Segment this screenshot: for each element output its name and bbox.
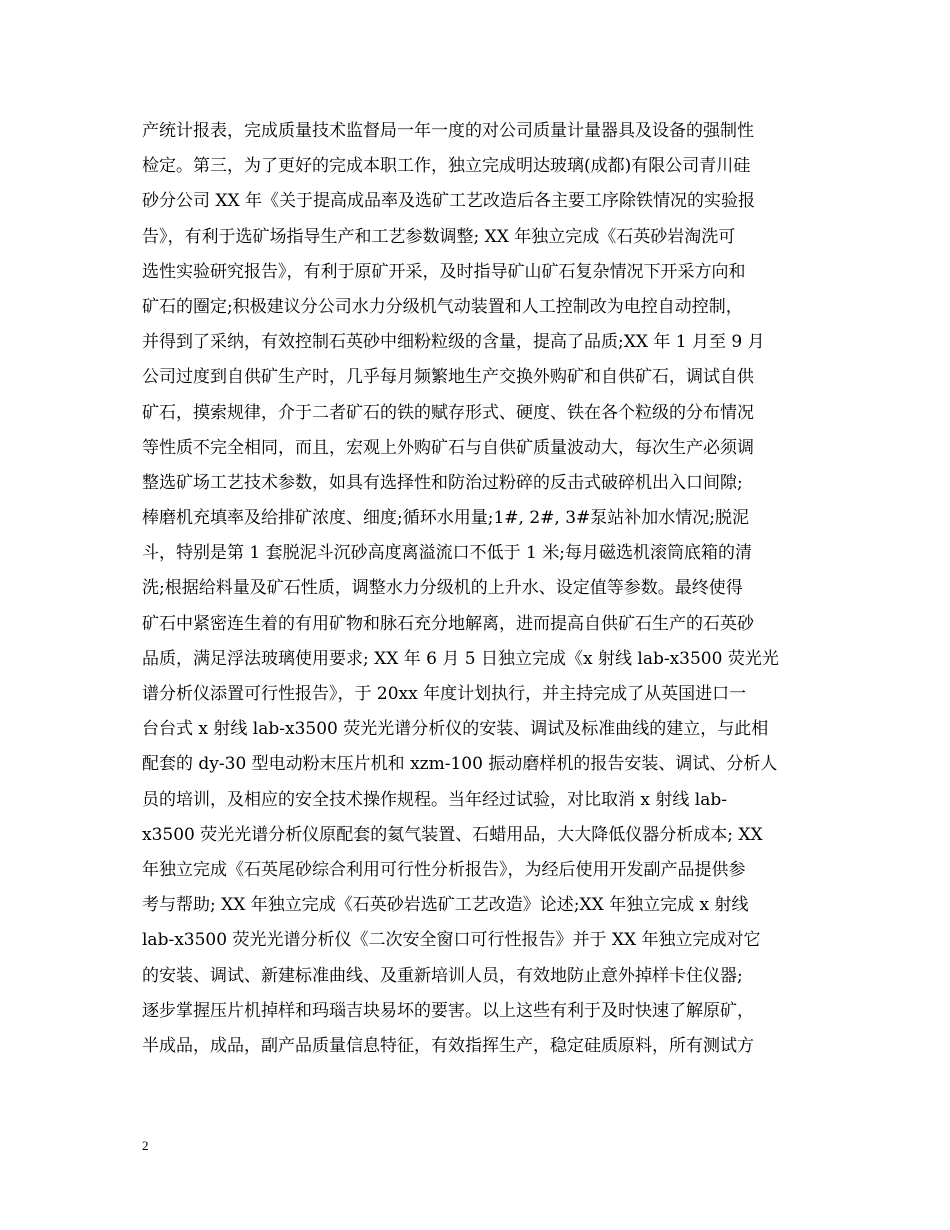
text-line: 斗，特别是第 1 套脱泥斗沉砂高度离溢流口不低于 1 米;每月磁选机滚筒底箱的清 (142, 543, 752, 564)
text-line: 考与帮助; XX 年独立完成《石英砂岩选矿工艺改造》论述;XX 年独立完成 x 射线 (142, 895, 749, 916)
text-line: 棒磨机充填率及给排矿浓度、细度;循环水用量;1#, 2#, 3#泵站补加水情况;脱泥 (142, 508, 749, 529)
text-line: 配套的 dy-30 型电动粉末压片机和 xzm-100 振动磨样机的报告安装、调试、分析人 (142, 754, 778, 775)
text-line: 等性质不完全相同，而且，宏观上外购矿石与自供矿质量波动大，每次生产必须调 (142, 437, 754, 458)
text-line: 整选矿场工艺技术参数，如具有选择性和防治过粉碎的反击式破碎机出入口间隙; (142, 472, 743, 493)
text-line: 检定。第三，为了更好的完成本职工作，独立完成明达玻璃(成都)有限公司青川硅 (142, 156, 751, 177)
text-line: 员的培训，及相应的安全技术操作规程。当年经过试验，对比取消 x 射线 lab- (142, 789, 727, 810)
text-line: 矿石，摸索规律，介于二者矿石的铁的赋存形式、硬度、铁在各个粒级的分布情况 (142, 402, 754, 423)
text-line: 砂分公司 XX 年《关于提高成品率及选矿工艺改造后各主要工序除铁情况的实验报 (142, 191, 756, 212)
text-line: 年独立完成《石英尾砂综合利用可行性分析报告》，为经后使用开发副产品提供参 (142, 859, 746, 880)
text-line: lab-x3500 荧光光谱分析仪《二次安全窗口可行性报告》并于 XX 年独立完成对它 (142, 930, 761, 951)
text-line: 公司过度到自供矿生产时，几乎每月频繁地生产交换外购矿和自供矿石，调试自供 (142, 367, 754, 388)
text-line: 谱分析仪添置可行性报告》，于 20xx 年度计划执行，并主持完成了从英国进口一 (142, 684, 747, 704)
body-text (142, 114, 822, 1064)
text-line: 选性实验研究报告》，有利于原矿开采，及时指导矿山矿石复杂情况下开采方向和 (142, 261, 746, 282)
text-line: 逐步掌握压片机掉样和玛瑙吉块易坏的要害。以上这些有利于及时快速了解原矿， (142, 1000, 754, 1021)
text-line: 告》，有利于选矿场指导生产和工艺参数调整; XX 年独立完成《石英砂岩淘洗可 (142, 226, 736, 247)
text-line: 产统计报表，完成质量技术监督局一年一度的对公司质量计量器具及设备的强制性 (142, 121, 754, 141)
text-line: 矿石的圈定;积极建议分公司水力分级机气动装置和人工控制改为电控自动控制， (142, 296, 743, 317)
text-line: 品质，满足浮法玻璃使用要求; XX 年 6 月 5 日独立完成《x 射线 lab-x3500 荧光光 (142, 648, 779, 669)
text-line: 半成品，成品，副产品质量信息特征，有效指挥生产，稳定硅质原料，所有测试方 (142, 1035, 754, 1056)
page-number: 2 (142, 1138, 149, 1153)
text-line: 台台式 x 射线 lab-x3500 荧光光谱分析仪的安装、调试及标准曲线的建立，与此相 (142, 719, 769, 740)
text-line: 洗;根据给料量及矿石性质，调整水力分级机的上升水、设定值等参数。最终使得 (142, 578, 743, 599)
text-line: 并得到了采纳，有效控制石英砂中细粉粒级的含量，提高了品质;XX 年 1 月至 9 月 (142, 332, 765, 353)
text-line: x3500 荧光光谱分析仪原配套的氦气装置、石蜡用品，大大降低仪器分析成本; XX (142, 824, 763, 845)
text-line: 的安装、调试、新建标准曲线、及重新培训人员，有效地防止意外掉样卡住仪器; (142, 965, 743, 986)
text-line: 矿石中紧密连生着的有用矿物和脉石充分地解离，进而提高自供矿石生产的石英砂 (142, 613, 754, 634)
